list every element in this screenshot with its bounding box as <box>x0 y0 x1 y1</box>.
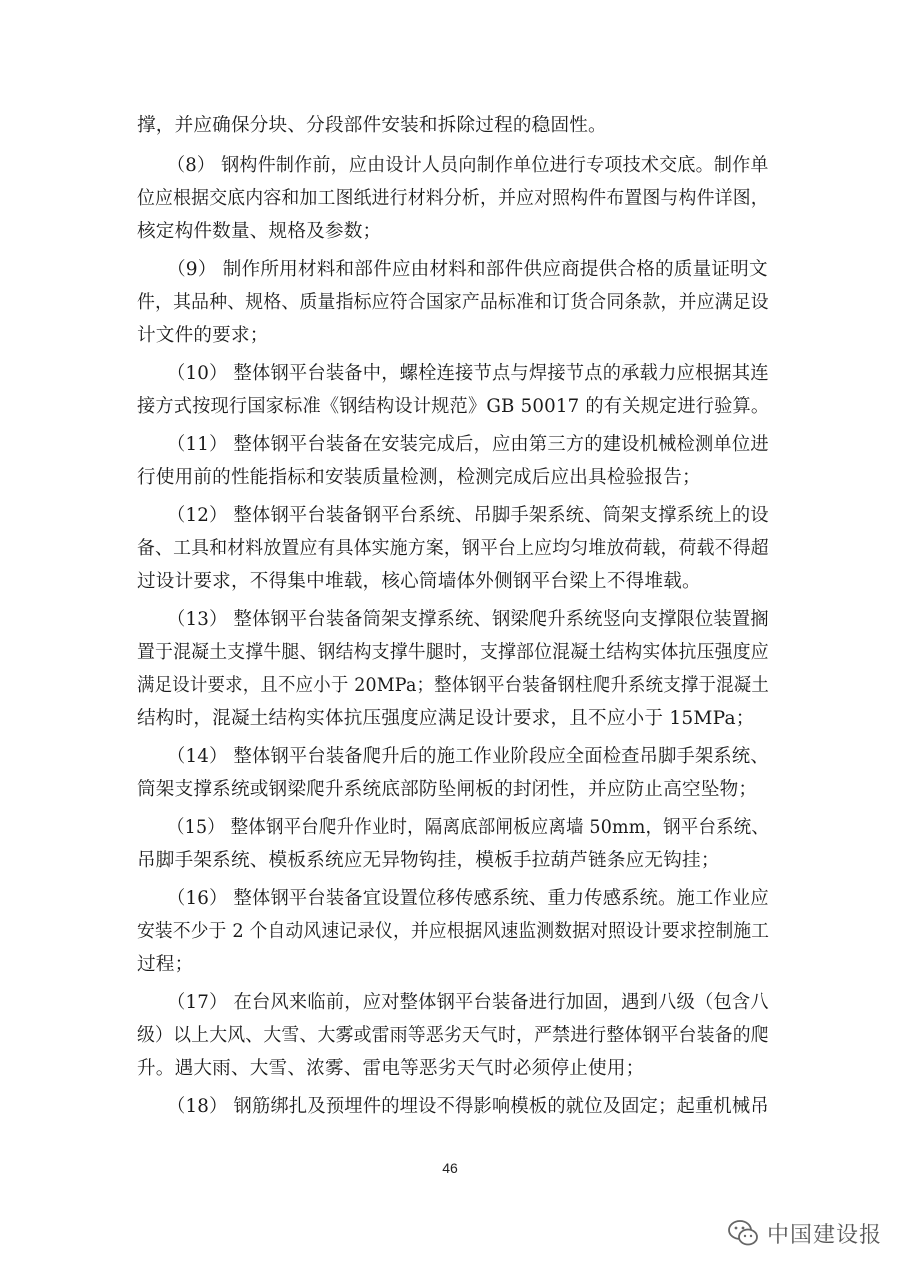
text-line: 备、工具和材料放置应有具体实施方案，钢平台上应均匀堆放荷载，荷载不得超 <box>137 538 769 559</box>
text-line: 行使用前的性能指标和安装质量检测，检测完成后应出具检验报告； <box>137 467 701 488</box>
text-line: （11） 整体钢平台装备在安装完成后，应由第三方的建设机械检测单位进 <box>167 434 769 455</box>
text-line: 过程； <box>137 954 194 975</box>
text-line: 吊脚手架系统、模板系统应无异物钩挂，模板手拉葫芦链条应无钩挂； <box>137 850 720 871</box>
text-line: （9） 制作所用材料和部件应由材料和部件供应商提供合格的质量证明文 <box>167 259 768 280</box>
text-line: 核定构件数量、规格及参数； <box>137 221 382 242</box>
text-line: 置于混凝土支撑牛腿、钢结构支撑牛腿时，支撑部位混凝土结构实体抗压强度应 <box>137 642 769 663</box>
text-line: （12） 整体钢平台装备钢平台系统、吊脚手架系统、筒架支撑系统上的设 <box>167 505 769 526</box>
text-line: 过设计要求，不得集中堆载，核心筒墙体外侧钢平台梁上不得堆载。 <box>137 571 701 592</box>
text-line: 计文件的要求； <box>137 325 269 346</box>
text-line: 升。遇大雨、大雪、浓雾、雷电等恶劣天气时必须停止使用； <box>137 1058 645 1079</box>
text-line: （10） 整体钢平台装备中，螺栓连接节点与焊接节点的承载力应根据其连 <box>167 363 769 384</box>
text-line: （15） 整体钢平台爬升作业时，隔离底部闸板应离墙 50mm，钢平台系统、 <box>167 817 770 838</box>
watermark-text: 中国建设报 <box>766 1222 882 1248</box>
text-line: 接方式按现行国家标准《钢结构设计规范》GB 50017 的有关规定进行验算。 <box>137 396 770 417</box>
text-line: （13） 整体钢平台装备筒架支撑系统、钢梁爬升系统竖向支撑限位装置搁 <box>167 609 769 630</box>
text-line: （17） 在台风来临前，应对整体钢平台装备进行加固，遇到八级（包含八 <box>167 992 769 1013</box>
wechat-icon <box>727 1218 759 1248</box>
text-line: 满足设计要求，且不应小于 20MPa；整体钢平台装备钢柱爬升系统支撑于混凝土 <box>137 675 769 696</box>
page-number: 46 <box>442 1160 458 1176</box>
watermark <box>727 1216 882 1250</box>
text-line: 位应根据交底内容和加工图纸进行材料分析，并应对照构件布置图与构件详图， <box>137 188 769 209</box>
text-line: 结构时，混凝土结构实体抗压强度应满足设计要求，且不应小于 15MPa； <box>137 708 755 729</box>
text-line: 撑，并应确保分块、分段部件安装和拆除过程的稳固性。 <box>137 115 607 136</box>
text-line: （14） 整体钢平台装备爬升后的施工作业阶段应全面检查吊脚手架系统、 <box>167 746 769 767</box>
text-line: （8） 钢构件制作前，应由设计人员向制作单位进行专项技术交底。制作单 <box>167 155 769 176</box>
text-line: 筒架支撑系统或钢梁爬升系统底部防坠闸板的封闭性，并应防止高空坠物； <box>137 779 758 800</box>
text-line: 安装不少于 2 个自动风速记录仪，并应根据风速监测数据对照设计要求控制施工 <box>137 921 770 942</box>
text-line: 件，其品种、规格、质量指标应符合国家产品标准和订货合同条款，并应满足设 <box>137 292 769 313</box>
text-line: （16） 整体钢平台装备宜设置位移传感系统、重力传感系统。施工作业应 <box>167 888 769 909</box>
text-line: 级）以上大风、大雪、大雾或雷雨等恶劣天气时，严禁进行整体钢平台装备的爬 <box>137 1025 769 1046</box>
text-line: （18） 钢筋绑扎及预埋件的埋设不得影响模板的就位及固定；起重机械吊 <box>167 1096 769 1117</box>
